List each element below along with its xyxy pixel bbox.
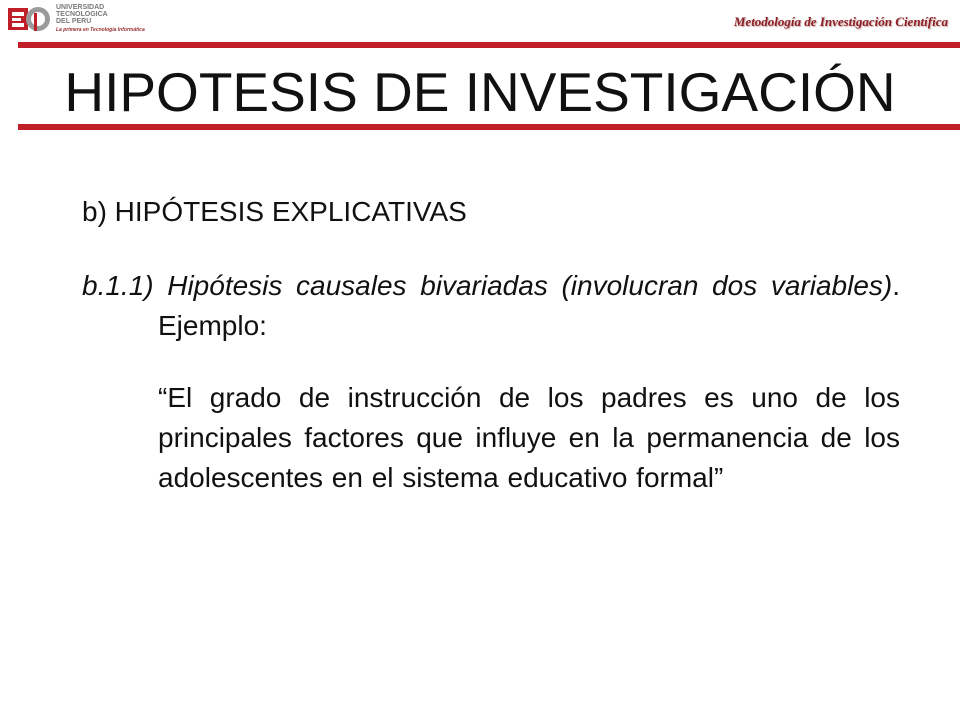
example-quote: “El grado de instrucción de los padres es uno de los principales factores que influye en la permanencia de los adolescentes en el sistema educativo formal” xyxy=(158,382,900,493)
course-title: Metodología de Investigación Científica xyxy=(733,14,948,29)
logo-tagline: La primera en Tecnología Informática xyxy=(56,27,145,33)
logo-line-3: DEL PERU xyxy=(56,18,92,25)
university-logo xyxy=(8,2,158,38)
logo-wordmark xyxy=(56,4,158,34)
logo-line-2: TECNOLOGICA xyxy=(56,11,108,18)
section-heading: b) HIPÓTESIS EXPLICATIVAS xyxy=(82,196,467,227)
item-label: b.1.1) Hipótesis causales bivariadas (involucran dos variables) xyxy=(82,270,893,301)
header-divider xyxy=(18,42,960,48)
slide-title: HIPOTESIS DE INVESTIGACIÓN xyxy=(64,61,896,123)
item-suffix: . Ejemplo: xyxy=(158,270,900,341)
logo-line-1: UNIVERSIDAD xyxy=(56,4,105,11)
item-paragraph xyxy=(82,266,900,346)
slide-content xyxy=(82,192,900,498)
utp-logo-icon xyxy=(8,4,52,34)
title-divider xyxy=(18,124,960,130)
